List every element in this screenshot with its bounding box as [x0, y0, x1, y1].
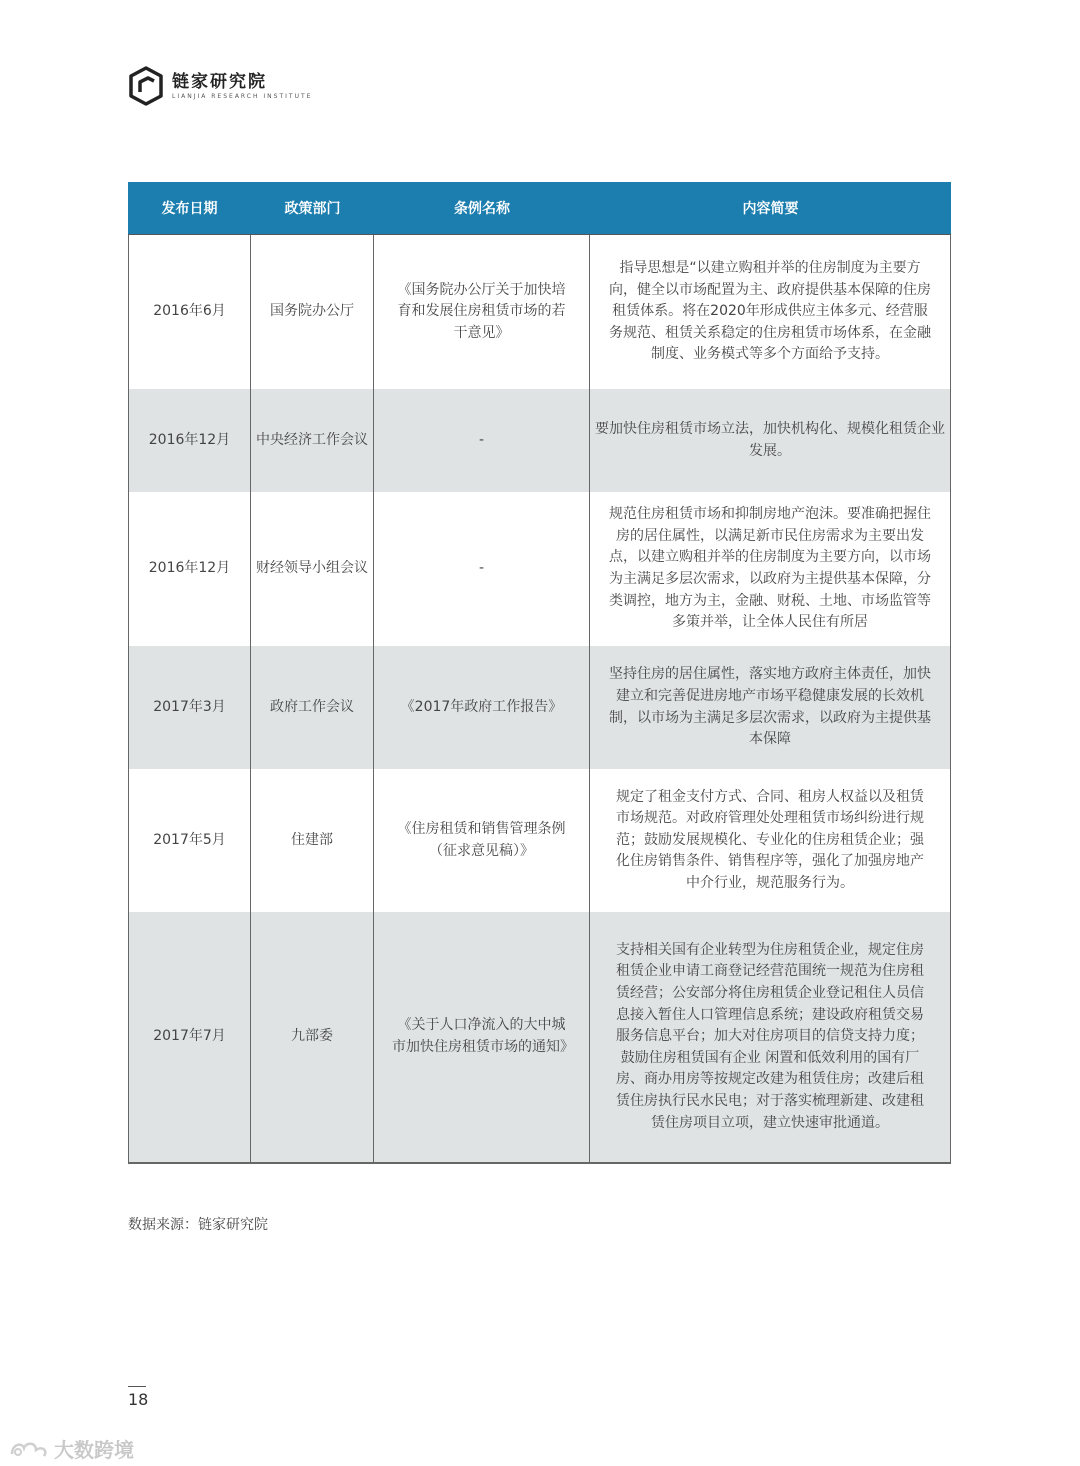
header-dept: 政策部门	[284, 201, 341, 217]
table-row	[128, 235, 951, 389]
cell-name: 《2017年政府工作报告》	[374, 646, 590, 769]
cell-dept: 财经领导小组会议	[251, 492, 374, 646]
table-row	[128, 769, 951, 912]
cell-content: 要加快住房租赁市场立法，加快机构化、规模化租赁企业发展。	[590, 389, 951, 492]
cell-date: 2017年5月	[128, 769, 251, 912]
cell-dept: 国务院办公厅	[251, 235, 374, 389]
table-row	[128, 389, 951, 492]
cell-date: 2017年7月	[128, 912, 251, 1162]
source-note: 数据来源：链家研究院	[128, 1217, 268, 1233]
watermark-text: 大数跨境	[54, 1438, 134, 1462]
page-number-rule	[128, 1386, 146, 1387]
cell-name: 《国务院办公厅关于加快培育和发展住房租赁市场的若干意见》	[374, 235, 590, 389]
table-row	[128, 492, 951, 646]
cell-name: -	[374, 389, 590, 492]
brand-name: 链家研究院	[172, 71, 267, 92]
header-name: 条例名称	[454, 201, 510, 217]
header-date: 发布日期	[161, 201, 218, 217]
cell-date: 2016年12月	[128, 389, 251, 492]
cell-content: 坚持住房的居住属性，落实地方政府主体责任，加快建立和完善促进房地产市场平稳健康发展的长效机制，以市场为主满足多层次需求，以政府为主提供基本保障	[590, 646, 951, 769]
header-content: 内容简要	[742, 201, 799, 217]
brand-hexagon-icon	[128, 66, 164, 106]
policy-table	[128, 182, 951, 1164]
cell-content: 指导思想是“以建立购租并举的住房制度为主要方向，健全以市场配置为主、政府提供基本保障的住房租赁体系。将在2020年形成供应主体多元、经营服务规范、租赁关系稳定的住房租赁市场体系，在金融制度、业务模式等多个方面给予支持。	[590, 235, 951, 389]
cell-dept: 中央经济工作会议	[251, 389, 374, 492]
page-number: 18	[128, 1390, 149, 1409]
cell-name: 《住房租赁和销售管理条例（征求意见稿）》	[374, 769, 590, 912]
cell-content: 规范住房租赁市场和抑制房地产泡沫。要准确把握住房的居住属性，以满足新市民住房需求为主要出发点，以建立购租并举的住房制度为主要方向，以市场为主满足多层次需求，以政府为主提供基本保障，分类调控，地方为主，金融、财税、土地、市场监管等多策并举，让全体人民住有所居	[590, 492, 951, 646]
table-header	[128, 182, 951, 235]
cell-content: 支持相关国有企业转型为住房租赁企业，规定住房租赁企业申请工商登记经营范围统一规范为住房租赁经营；公安部分将住房租赁企业登记租住人员信息接入暂住人口管理信息系统；建设政府租赁交易服务信息平台；加大对住房项目的信贷支持力度；鼓励住房租赁国有企业 闲置和低效利用的国有厂房、商办用房等按规定改建为租赁住房；改建后租赁住房执行民水民电；对于落实梳理新建、改建租赁住房项目立项，建立快速审批通道。	[590, 912, 951, 1162]
cell-dept: 九部委	[251, 912, 374, 1162]
cell-name: -	[374, 492, 590, 646]
watermark	[8, 1434, 134, 1463]
cell-dept: 住建部	[251, 769, 374, 912]
cell-name: 《关于人口净流入的大中城市加快住房租赁市场的通知》	[374, 912, 590, 1162]
cell-content: 规定了租金支付方式、合同、租房人权益以及租赁市场规范。对政府管理处处理租赁市场纠纷进行规范；鼓励发展规模化、专业化的住房租赁企业；强化住房销售条件、销售程序等，强化了加强房地产中介行业，规范服务行为。	[590, 769, 951, 912]
cell-dept: 政府工作会议	[251, 646, 374, 769]
watermark-logo-icon	[8, 1438, 50, 1460]
cell-date: 2017年3月	[128, 646, 251, 769]
brand-logo	[128, 66, 312, 106]
table-row	[128, 646, 951, 769]
cell-date: 2016年6月	[128, 235, 251, 389]
cell-date: 2016年12月	[128, 492, 251, 646]
brand-subtitle: LIANJIA RESEARCH INSTITUTE	[172, 92, 313, 100]
table-row	[128, 912, 951, 1162]
